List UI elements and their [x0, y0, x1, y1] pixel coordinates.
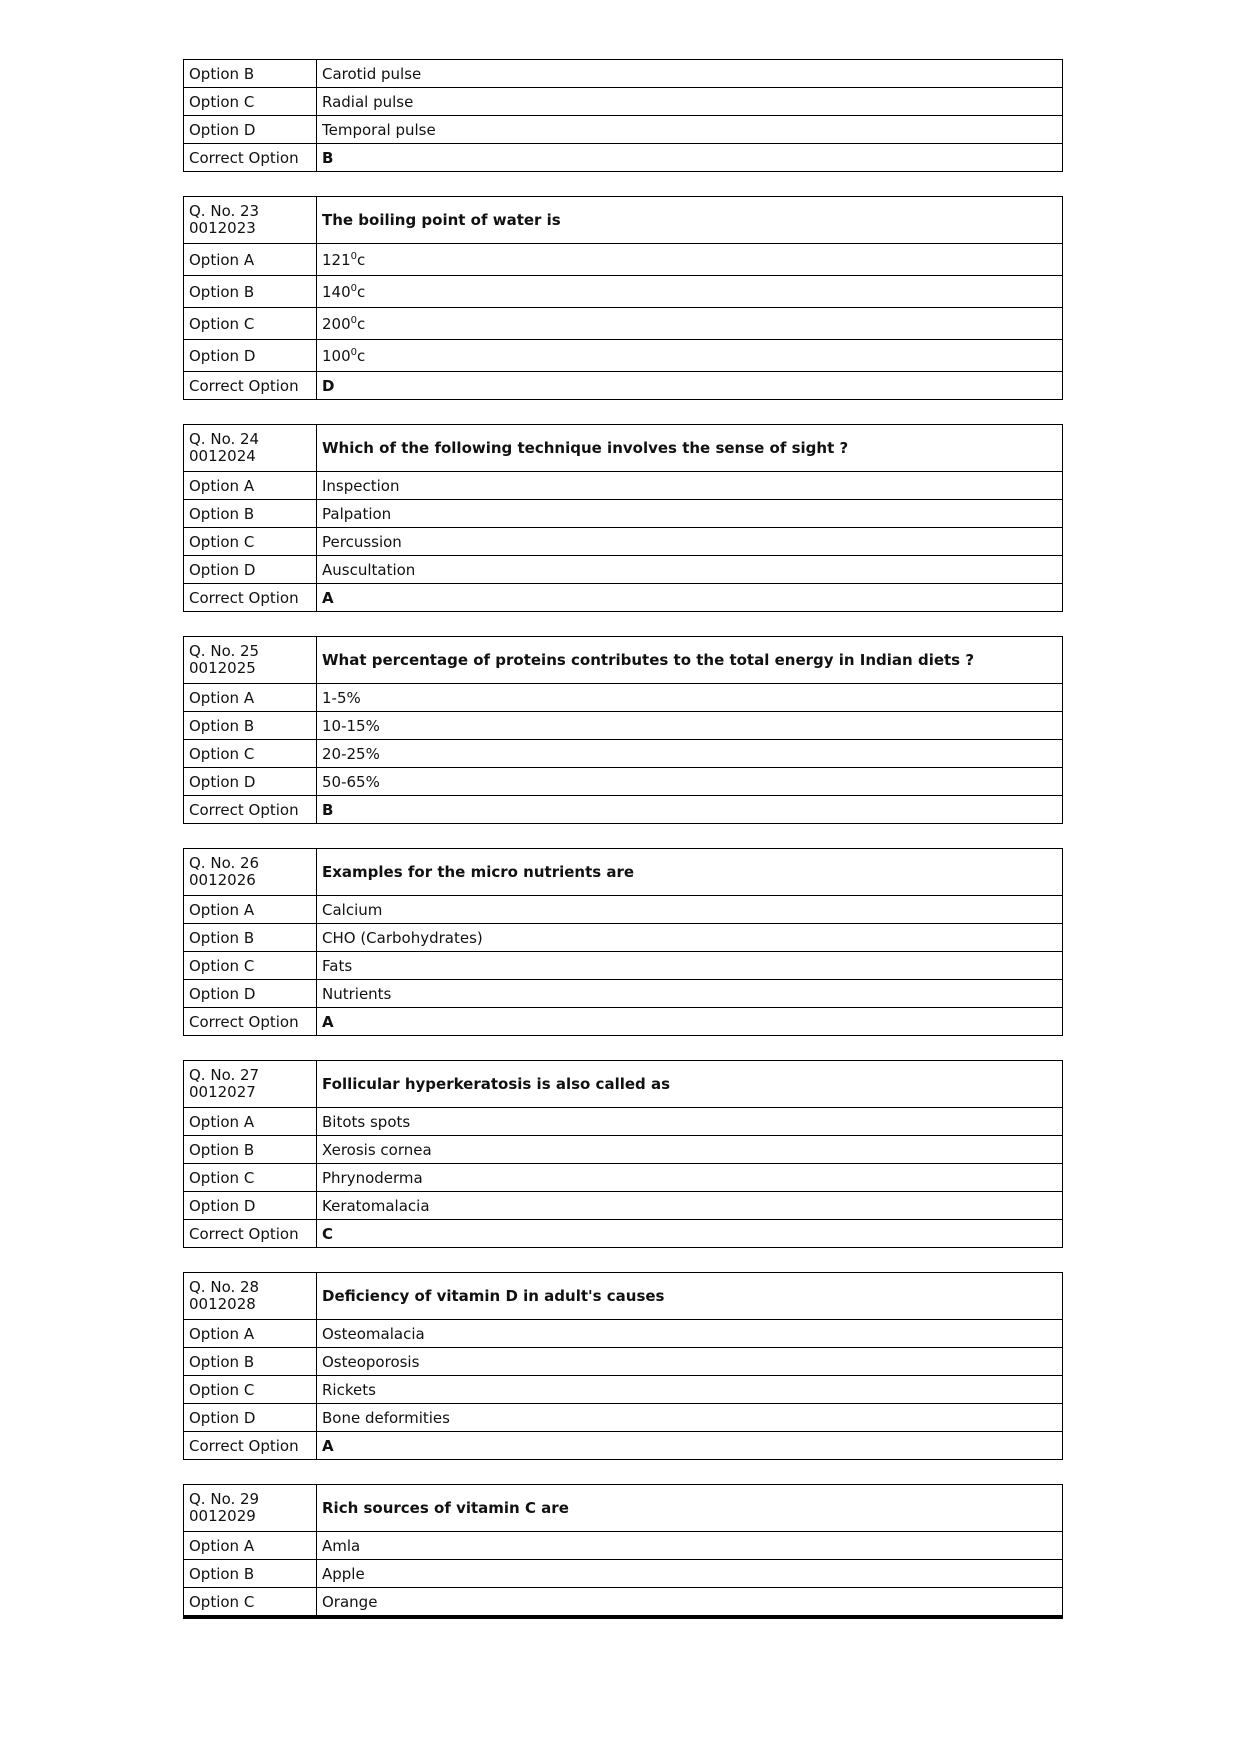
option-value-number: 100: [322, 346, 351, 365]
option-row: [184, 340, 1063, 372]
option-row: [184, 952, 1063, 980]
question-table: [183, 424, 1063, 612]
option-row: [184, 472, 1063, 500]
option-value: 20-25%: [317, 740, 1063, 768]
option-row: [184, 500, 1063, 528]
table-gap: [183, 1460, 1063, 1484]
question-table: [183, 59, 1063, 172]
option-label: Option C: [184, 308, 317, 340]
option-row: [184, 60, 1063, 88]
correct-option-value: B: [317, 144, 1063, 172]
correct-option-row: [184, 144, 1063, 172]
option-label: Option B: [184, 1348, 317, 1376]
option-row: [184, 1192, 1063, 1220]
question-number-cell: [184, 1485, 317, 1532]
table-gap: [183, 1248, 1063, 1272]
option-value: Osteoporosis: [317, 1348, 1063, 1376]
correct-option-label: Correct Option: [184, 144, 317, 172]
option-row: [184, 1108, 1063, 1136]
option-row: [184, 1320, 1063, 1348]
question-row: [184, 1061, 1063, 1108]
option-value: 10-15%: [317, 712, 1063, 740]
question-number-cell: [184, 637, 317, 684]
option-label: Option C: [184, 952, 317, 980]
option-value: CHO (Carbohydrates): [317, 924, 1063, 952]
option-value: Keratomalacia: [317, 1192, 1063, 1220]
option-value: Percussion: [317, 528, 1063, 556]
option-label: Option B: [184, 1560, 317, 1588]
option-value: Rickets: [317, 1376, 1063, 1404]
option-value: Palpation: [317, 500, 1063, 528]
option-label: Option C: [184, 1376, 317, 1404]
option-label: Option A: [184, 472, 317, 500]
option-row: [184, 740, 1063, 768]
degree-superscript: 0: [350, 346, 358, 358]
question-row: [184, 637, 1063, 684]
option-label: Option B: [184, 60, 317, 88]
correct-option-value: A: [317, 1432, 1063, 1460]
correct-option-value: A: [317, 584, 1063, 612]
question-text: Examples for the micro nutrients are: [317, 849, 1063, 896]
option-label: Option C: [184, 1588, 317, 1618]
question-table: [183, 636, 1063, 824]
table-gap: [183, 612, 1063, 636]
option-value: 50-65%: [317, 768, 1063, 796]
option-row: [184, 1348, 1063, 1376]
question-code: 0012028: [189, 1295, 256, 1313]
correct-option-label: Correct Option: [184, 584, 317, 612]
table-gap: [183, 172, 1063, 196]
option-label: Option C: [184, 740, 317, 768]
option-label: Option D: [184, 1404, 317, 1432]
option-value: Bitots spots: [317, 1108, 1063, 1136]
correct-option-row: [184, 372, 1063, 400]
option-value: Calcium: [317, 896, 1063, 924]
option-value: [317, 340, 1063, 372]
option-row: [184, 116, 1063, 144]
option-label: Option C: [184, 528, 317, 556]
question-number: Q. No. 25: [189, 642, 260, 660]
question-code: 0012025: [189, 659, 256, 677]
option-value: Osteomalacia: [317, 1320, 1063, 1348]
correct-option-label: Correct Option: [184, 1008, 317, 1036]
correct-option-row: [184, 1008, 1063, 1036]
option-value: Radial pulse: [317, 88, 1063, 116]
option-row: [184, 1136, 1063, 1164]
option-value-number: 121: [322, 250, 351, 269]
question-text: Rich sources of vitamin C are: [317, 1485, 1063, 1532]
option-value-unit: c: [357, 346, 366, 365]
question-code: 0012024: [189, 447, 256, 465]
question-number-cell: [184, 1273, 317, 1320]
option-label: Option D: [184, 340, 317, 372]
option-row: [184, 88, 1063, 116]
question-table: [183, 1272, 1063, 1460]
option-value: Bone deformities: [317, 1404, 1063, 1432]
question-table: [183, 1060, 1063, 1248]
option-label: Option D: [184, 980, 317, 1008]
option-value: Carotid pulse: [317, 60, 1063, 88]
option-value: [317, 276, 1063, 308]
question-row: [184, 1273, 1063, 1320]
question-row: [184, 425, 1063, 472]
option-value: [317, 308, 1063, 340]
question-table: [183, 196, 1063, 400]
option-label: Option A: [184, 684, 317, 712]
option-value: Auscultation: [317, 556, 1063, 584]
question-text: What percentage of proteins contributes to the total energy in Indian diets ?: [317, 637, 1063, 684]
option-value-number: 140: [322, 282, 351, 301]
option-row: [184, 924, 1063, 952]
option-row: [184, 1164, 1063, 1192]
option-row: [184, 1560, 1063, 1588]
option-value: Amla: [317, 1532, 1063, 1560]
table-gap: [183, 1036, 1063, 1060]
option-value-unit: c: [357, 282, 366, 301]
option-label: Option B: [184, 276, 317, 308]
question-number-cell: [184, 197, 317, 244]
option-row: [184, 1588, 1063, 1618]
option-value-number: 200: [322, 314, 351, 333]
question-number: Q. No. 27: [189, 1066, 260, 1084]
option-label: Option C: [184, 1164, 317, 1192]
option-label: Option B: [184, 924, 317, 952]
option-value: Nutrients: [317, 980, 1063, 1008]
question-code: 0012027: [189, 1083, 256, 1101]
option-label: Option D: [184, 768, 317, 796]
question-number: Q. No. 23: [189, 202, 260, 220]
table-gap: [183, 824, 1063, 848]
question-number: Q. No. 24: [189, 430, 260, 448]
question-text: Deficiency of vitamin D in adult's causes: [317, 1273, 1063, 1320]
correct-option-label: Correct Option: [184, 1432, 317, 1460]
degree-superscript: 0: [350, 282, 358, 294]
question-table: [183, 848, 1063, 1036]
question-code: 0012029: [189, 1507, 256, 1525]
option-row: [184, 712, 1063, 740]
option-value-unit: c: [357, 250, 366, 269]
correct-option-label: Correct Option: [184, 372, 317, 400]
option-label: Option D: [184, 556, 317, 584]
option-row: [184, 244, 1063, 276]
question-row: [184, 849, 1063, 896]
option-value: Inspection: [317, 472, 1063, 500]
question-code: 0012026: [189, 871, 256, 889]
degree-superscript: 0: [350, 250, 358, 262]
option-label: Option D: [184, 116, 317, 144]
correct-option-label: Correct Option: [184, 796, 317, 824]
question-code: 0012023: [189, 219, 256, 237]
question-table: [183, 1484, 1063, 1619]
question-number: Q. No. 28: [189, 1278, 260, 1296]
option-label: Option A: [184, 896, 317, 924]
option-value: 1-5%: [317, 684, 1063, 712]
option-row: [184, 980, 1063, 1008]
question-text: Follicular hyperkeratosis is also called as: [317, 1061, 1063, 1108]
option-value: [317, 244, 1063, 276]
correct-option-row: [184, 1432, 1063, 1460]
option-row: [184, 556, 1063, 584]
option-row: [184, 528, 1063, 556]
table-gap: [183, 400, 1063, 424]
option-label: Option B: [184, 500, 317, 528]
correct-option-row: [184, 796, 1063, 824]
correct-option-value: B: [317, 796, 1063, 824]
option-row: [184, 896, 1063, 924]
question-number-cell: [184, 425, 317, 472]
correct-option-value: C: [317, 1220, 1063, 1248]
option-row: [184, 1376, 1063, 1404]
correct-option-label: Correct Option: [184, 1220, 317, 1248]
option-row: [184, 684, 1063, 712]
option-row: [184, 1404, 1063, 1432]
correct-option-row: [184, 1220, 1063, 1248]
option-value: Temporal pulse: [317, 116, 1063, 144]
option-row: [184, 276, 1063, 308]
question-number-cell: [184, 849, 317, 896]
correct-option-value: D: [317, 372, 1063, 400]
option-value: Xerosis cornea: [317, 1136, 1063, 1164]
option-value: Orange: [317, 1588, 1063, 1618]
option-value: Fats: [317, 952, 1063, 980]
question-text: The boiling point of water is: [317, 197, 1063, 244]
degree-superscript: 0: [350, 314, 358, 326]
question-paper-page: [183, 59, 1063, 1619]
option-label: Option D: [184, 1192, 317, 1220]
question-row: [184, 197, 1063, 244]
option-label: Option A: [184, 244, 317, 276]
option-label: Option A: [184, 1532, 317, 1560]
option-label: Option C: [184, 88, 317, 116]
question-number: Q. No. 29: [189, 1490, 260, 1508]
option-value: Apple: [317, 1560, 1063, 1588]
option-row: [184, 308, 1063, 340]
option-value-unit: c: [357, 314, 366, 333]
option-value: Phrynoderma: [317, 1164, 1063, 1192]
option-label: Option A: [184, 1320, 317, 1348]
option-label: Option B: [184, 712, 317, 740]
question-text: Which of the following technique involves the sense of sight ?: [317, 425, 1063, 472]
question-number-cell: [184, 1061, 317, 1108]
question-row: [184, 1485, 1063, 1532]
option-row: [184, 1532, 1063, 1560]
option-row: [184, 768, 1063, 796]
correct-option-row: [184, 584, 1063, 612]
question-number: Q. No. 26: [189, 854, 260, 872]
option-label: Option B: [184, 1136, 317, 1164]
correct-option-value: A: [317, 1008, 1063, 1036]
option-label: Option A: [184, 1108, 317, 1136]
